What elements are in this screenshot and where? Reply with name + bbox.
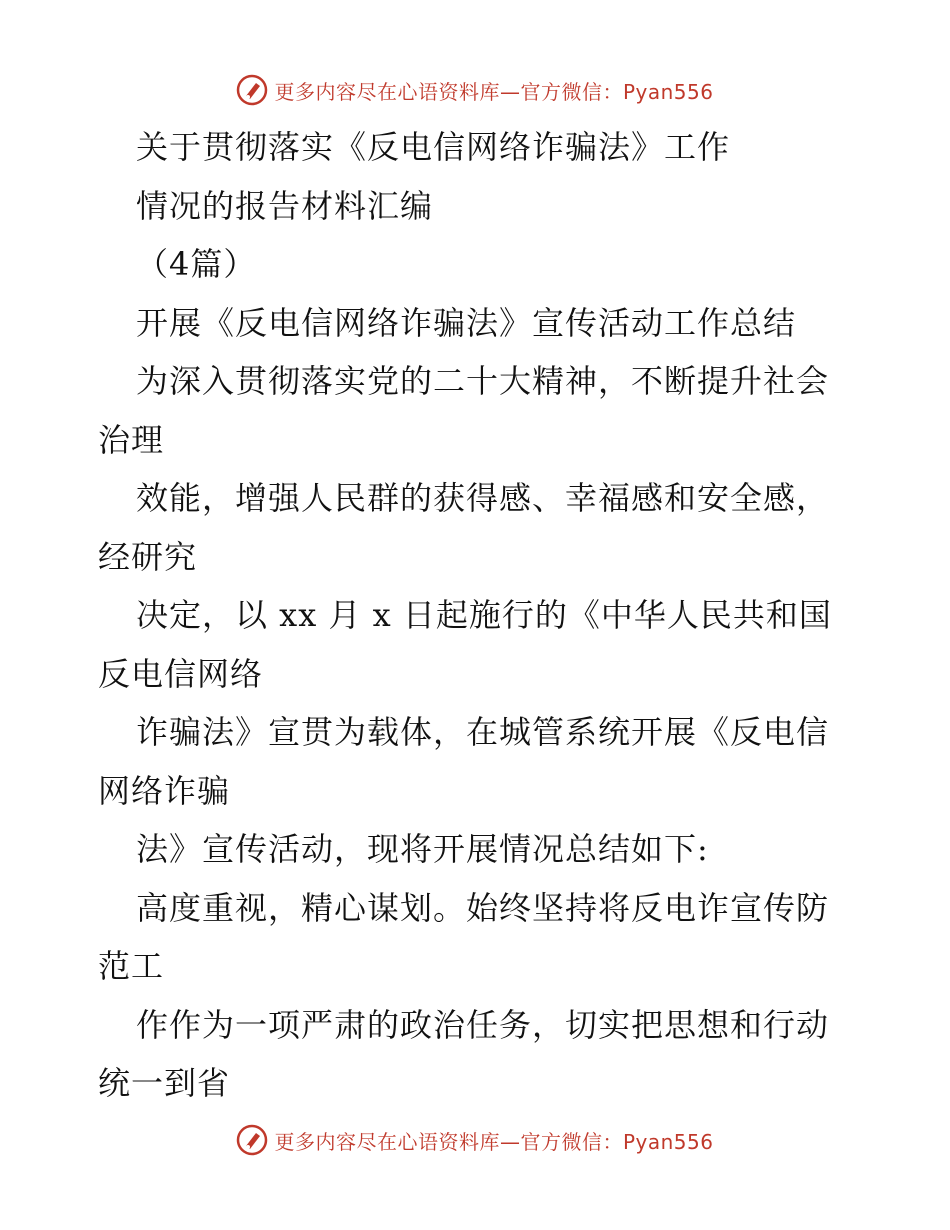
paragraph-line: 范工: [98, 947, 165, 985]
paragraph-line: 决定，以 xx 月 x 日起施行的《中华人民共和国: [136, 596, 832, 634]
document-body: [0, 118, 950, 1113]
pen-nib-logo-icon: [236, 74, 268, 106]
paragraph-line: 统一到省: [98, 1064, 231, 1102]
paragraph-line: 经研究: [98, 537, 198, 576]
watermark-text: 更多内容尽在心语资料库—官方微信：Pyan556: [274, 1129, 714, 1154]
watermark-banner-top: [0, 70, 950, 110]
doc-title-count: （4篇）: [136, 245, 257, 283]
paragraph-line: 反电信网络: [98, 654, 264, 693]
paragraph-line: 效能，增强人民群的获得感、幸福感和安全感，: [136, 479, 830, 517]
paragraph-line: 治理: [98, 420, 165, 459]
doc-title-line-1: 关于贯彻落实《反电信网络诈骗法》工作: [136, 128, 731, 166]
paragraph-line: 诈骗法》宣贯为载体，在城管系统开展《反电信: [136, 713, 830, 751]
watermark-banner-bottom: [0, 1120, 950, 1160]
paragraph-line: 高度重视，精心谋划。始终坚持将反电诈宣传防: [136, 888, 830, 927]
paragraph-line: 法》宣传活动，现将开展情况总结如下:: [136, 830, 709, 868]
section-heading: 开展《反电信网络诈骗法》宣传活动工作总结: [136, 303, 797, 342]
pen-nib-logo-icon: [236, 1124, 268, 1156]
paragraph-line: 作作为一项严肃的政治任务，切实把思想和行动: [136, 1005, 830, 1044]
watermark-text: 更多内容尽在心语资料库—官方微信：Pyan556: [274, 79, 714, 104]
doc-title-line-2: 情况的报告材料汇编: [136, 186, 434, 225]
paragraph-line: 网络诈骗: [98, 771, 231, 810]
paragraph-line: 为深入贯彻落实党的二十大精神，不断提升社会: [136, 362, 830, 400]
